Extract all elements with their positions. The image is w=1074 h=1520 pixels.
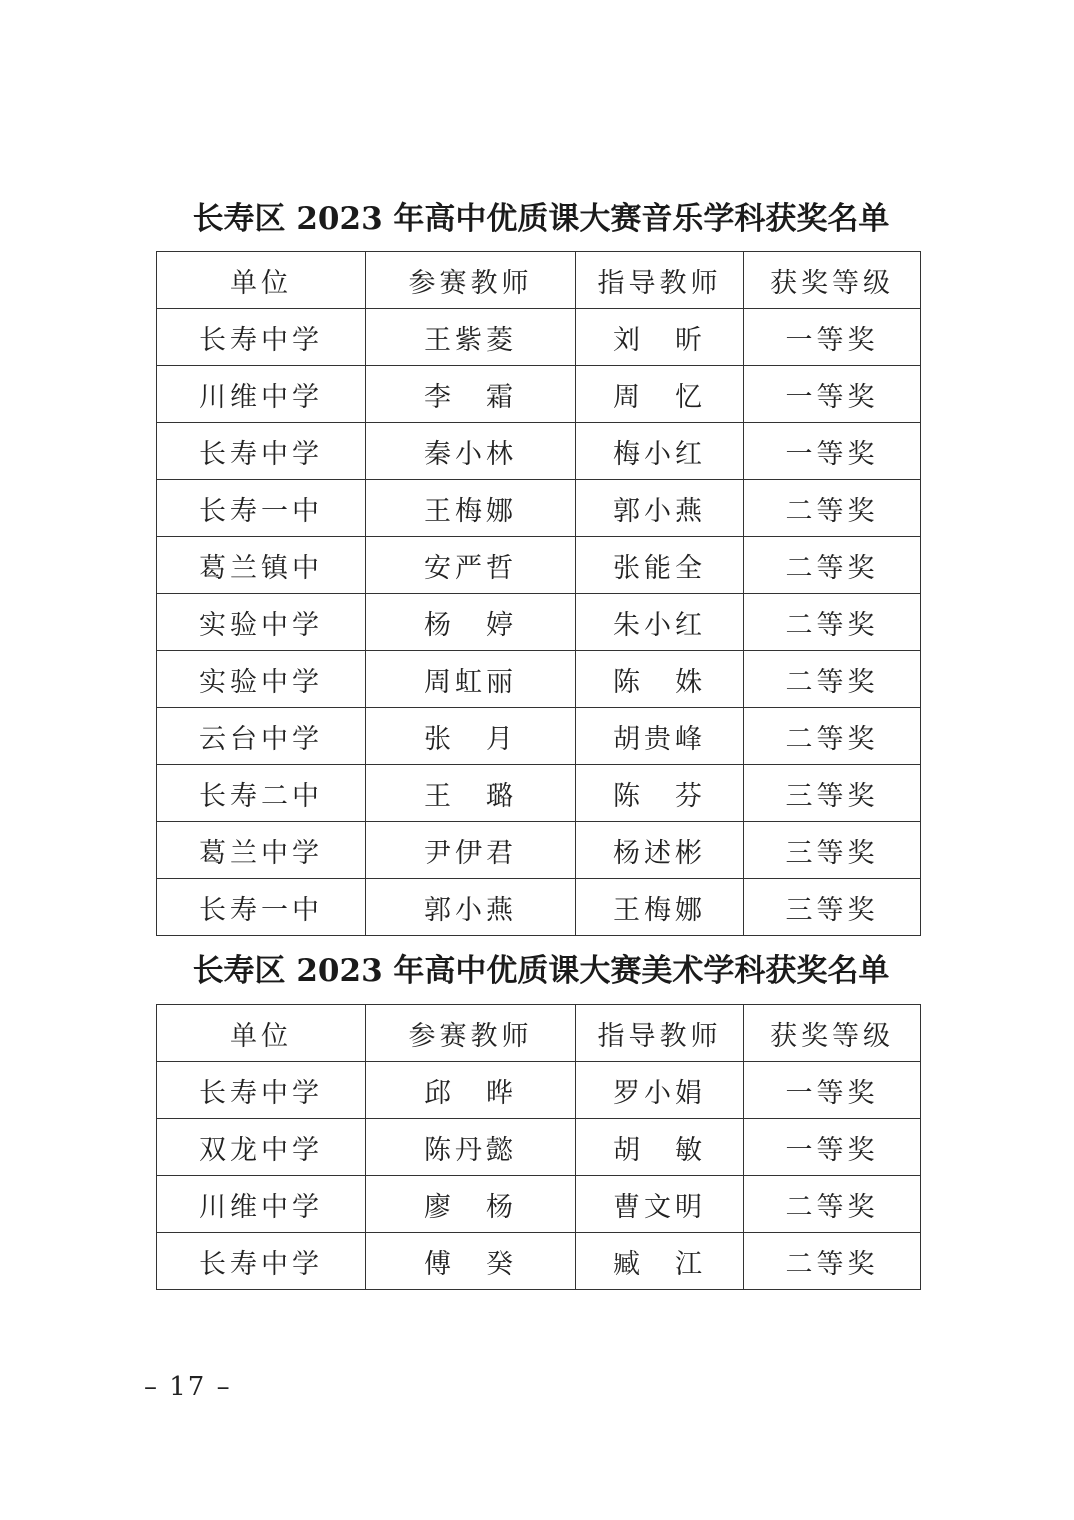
table-cell: 安严哲 [366, 537, 576, 594]
table-cell: 陈丹懿 [366, 1119, 576, 1176]
art-table-body [157, 1005, 921, 1290]
table-cell: 邱 晔 [366, 1062, 576, 1119]
table-cell: 张 月 [366, 708, 576, 765]
table-cell: 三等奖 [744, 822, 921, 879]
table-cell: 川维中学 [157, 366, 366, 423]
art-awards-table [156, 1004, 921, 1290]
table-cell: 陈 芬 [576, 765, 744, 822]
table-cell: 王梅娜 [576, 879, 744, 936]
table-cell: 川维中学 [157, 1176, 366, 1233]
table-cell: 三等奖 [744, 879, 921, 936]
table-row [157, 765, 921, 822]
table-cell: 郭小燕 [576, 480, 744, 537]
table-cell: 长寿中学 [157, 1233, 366, 1290]
table-cell: 王紫菱 [366, 309, 576, 366]
table-row [157, 651, 921, 708]
table-cell: 王梅娜 [366, 480, 576, 537]
table-cell: 二等奖 [744, 708, 921, 765]
table-cell: 一等奖 [744, 1062, 921, 1119]
column-header: 单位 [157, 1005, 366, 1062]
music-table-body [157, 252, 921, 936]
table-cell: 臧 江 [576, 1233, 744, 1290]
table-cell: 周 忆 [576, 366, 744, 423]
table-cell: 实验中学 [157, 594, 366, 651]
table-cell: 一等奖 [744, 366, 921, 423]
table-cell: 长寿一中 [157, 879, 366, 936]
table-row [157, 594, 921, 651]
table-row [157, 423, 921, 480]
table-cell: 葛兰中学 [157, 822, 366, 879]
table-row [157, 366, 921, 423]
table-cell: 杨述彬 [576, 822, 744, 879]
table-cell: 一等奖 [744, 1119, 921, 1176]
table-cell: 长寿中学 [157, 423, 366, 480]
table-header-row [157, 252, 921, 309]
table-row [157, 879, 921, 936]
table-cell: 二等奖 [744, 537, 921, 594]
column-header: 获奖等级 [744, 252, 921, 309]
table-cell: 秦小林 [366, 423, 576, 480]
table-cell: 长寿中学 [157, 1062, 366, 1119]
table-cell: 杨 婷 [366, 594, 576, 651]
table-cell: 郭小燕 [366, 879, 576, 936]
table-cell: 葛兰镇中 [157, 537, 366, 594]
table-row [157, 1062, 921, 1119]
table-cell: 长寿中学 [157, 309, 366, 366]
table-header-row [157, 1005, 921, 1062]
table-cell: 二等奖 [744, 651, 921, 708]
table-cell: 三等奖 [744, 765, 921, 822]
table-cell: 长寿一中 [157, 480, 366, 537]
table-row [157, 1233, 921, 1290]
table-row [157, 1176, 921, 1233]
table-cell: 实验中学 [157, 651, 366, 708]
table-row [157, 822, 921, 879]
table-cell: 朱小红 [576, 594, 744, 651]
page-number: – 17 – [144, 1372, 232, 1402]
table-cell: 张能全 [576, 537, 744, 594]
table-row [157, 480, 921, 537]
table-cell: 一等奖 [744, 423, 921, 480]
art-awards-title: 长寿区 2023 年高中优质课大赛美术学科获奖名单 [192, 953, 890, 989]
table-cell: 一等奖 [744, 309, 921, 366]
table-cell: 二等奖 [744, 480, 921, 537]
table-cell: 梅小红 [576, 423, 744, 480]
table-row [157, 537, 921, 594]
table-row [157, 1119, 921, 1176]
table-cell: 廖 杨 [366, 1176, 576, 1233]
table-row [157, 708, 921, 765]
table-cell: 陈 姝 [576, 651, 744, 708]
table-cell: 二等奖 [744, 594, 921, 651]
table-cell: 长寿二中 [157, 765, 366, 822]
table-cell: 胡贵峰 [576, 708, 744, 765]
table-cell: 李 霜 [366, 366, 576, 423]
music-awards-title: 长寿区 2023 年高中优质课大赛音乐学科获奖名单 [192, 201, 890, 237]
table-cell: 尹伊君 [366, 822, 576, 879]
table-row [157, 309, 921, 366]
table-cell: 傅 癸 [366, 1233, 576, 1290]
music-awards-table [156, 251, 921, 936]
column-header: 指导教师 [576, 1005, 744, 1062]
table-cell: 曹文明 [576, 1176, 744, 1233]
table-cell: 双龙中学 [157, 1119, 366, 1176]
table-cell: 刘 昕 [576, 309, 744, 366]
column-header: 获奖等级 [744, 1005, 921, 1062]
table-cell: 胡 敏 [576, 1119, 744, 1176]
column-header: 单位 [157, 252, 366, 309]
table-cell: 罗小娟 [576, 1062, 744, 1119]
table-cell: 二等奖 [744, 1233, 921, 1290]
column-header: 参赛教师 [366, 252, 576, 309]
table-cell: 王 璐 [366, 765, 576, 822]
column-header: 指导教师 [576, 252, 744, 309]
table-cell: 二等奖 [744, 1176, 921, 1233]
column-header: 参赛教师 [366, 1005, 576, 1062]
table-cell: 周虹丽 [366, 651, 576, 708]
table-cell: 云台中学 [157, 708, 366, 765]
